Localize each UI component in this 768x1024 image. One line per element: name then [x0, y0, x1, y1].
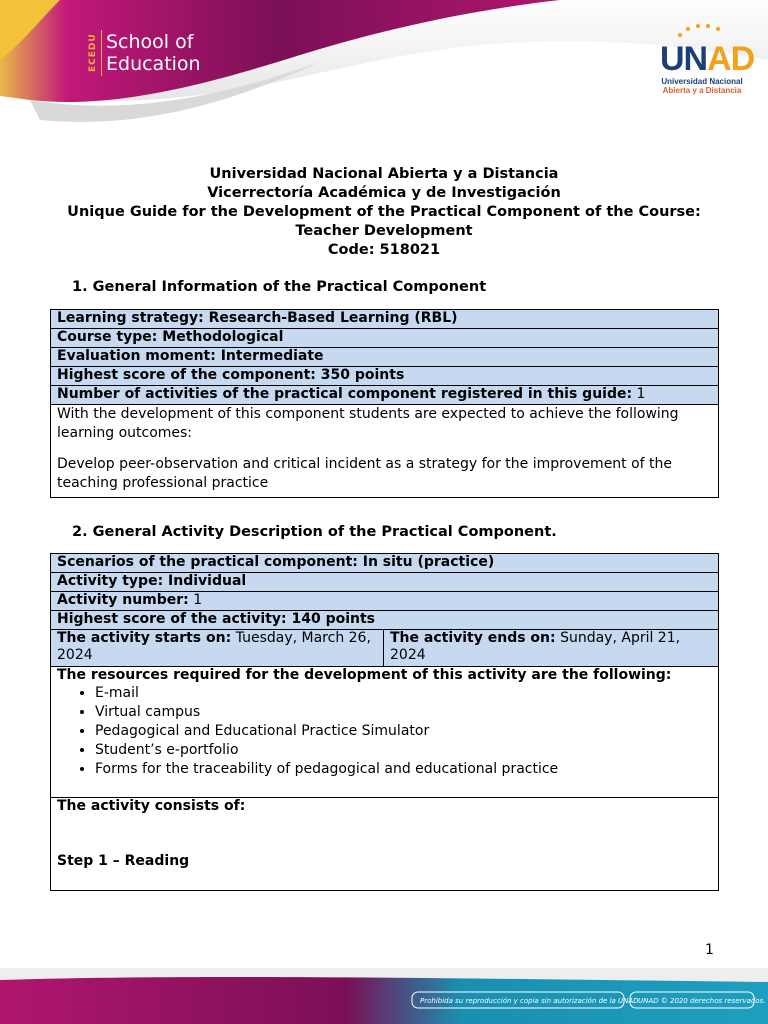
row-resources: [51, 667, 719, 798]
row-activity-type: Activity type: Individual: [51, 573, 719, 592]
step1-heading: Step 1 – Reading: [57, 853, 190, 869]
row-number-of-activities: Number of activities of the practical component registered in this guide: 1: [51, 386, 719, 405]
resources-list: [57, 684, 712, 779]
title-university: Universidad Nacional Abierta y a Distancia: [209, 166, 559, 182]
learning-outcome: Develop peer-observation and critical incident as a strategy for the improvement of the teaching professional practice: [57, 456, 673, 491]
unad-dots-arc-icon: [672, 23, 732, 37]
consists-heading: The activity consists of:: [57, 798, 246, 814]
title-course: Teacher Development: [295, 223, 473, 239]
title-code: Code: 518021: [327, 242, 441, 258]
title-guide: Unique Guide for the Development of the Practical Component of the Course:: [67, 204, 701, 220]
school-brand-line2: Education: [106, 53, 201, 75]
unad-name-line2: Abierta y a Distancia: [662, 86, 742, 95]
document-title-block: [0, 165, 768, 260]
unad-logo: [660, 22, 755, 95]
outcomes-intro: With the development of this component students are expected to achieve the following learning outcomes:: [57, 406, 679, 441]
row-highest-score-component: Highest score of the component: 350 points: [51, 367, 719, 386]
activity-description-table: [50, 553, 719, 891]
resource-item: • E-mail: [95, 684, 712, 703]
resources-heading: The resources required for the development of this activity are the following:: [57, 667, 672, 683]
row-activity-number: Activity number: 1: [51, 592, 719, 611]
section1-heading: 1. General Information of the Practical Component: [72, 279, 487, 295]
resource-item: • Virtual campus: [95, 703, 712, 722]
unad-wordmark: UNAD: [660, 40, 755, 78]
cell-activity-starts: The activity starts on: Tuesday, March 26, 2024: [51, 630, 384, 667]
page-number: 1: [705, 942, 714, 958]
row-scenarios: Scenarios of the practical component: In situ (practice): [51, 554, 719, 573]
footer-banner-art: [0, 968, 768, 1024]
row-evaluation-moment: Evaluation moment: Intermediate: [51, 348, 719, 367]
resource-item: • Forms for the traceability of pedagogical and educational practice: [95, 760, 712, 779]
school-brand-line1: School of: [106, 31, 194, 53]
ecedu-wordmark: ECEDU: [88, 30, 102, 76]
unad-name-line1: Universidad Nacional: [661, 77, 743, 86]
row-learning-strategy: Learning strategy: Research-Based Learning (RBL): [51, 310, 719, 329]
school-of-education-logo: [88, 30, 201, 76]
row-learning-outcomes: [51, 405, 719, 498]
footer-copyright: UNAD © 2020 derechos reservados.: [638, 997, 766, 1005]
row-activity-consists: [51, 798, 719, 891]
cell-activity-ends: The activity ends on: Sunday, April 21, 2024: [384, 630, 719, 667]
general-info-table: [50, 309, 719, 498]
resource-item: • Student’s e-portfolio: [95, 741, 712, 760]
row-course-type: Course type: Methodological: [51, 329, 719, 348]
resource-item: • Pedagogical and Educational Practice Simulator: [95, 722, 712, 741]
footer-copy-notice: Prohibida su reproducción y copia sin autorización de la UNAD.: [420, 997, 641, 1005]
row-highest-score-activity: Highest score of the activity: 140 points: [51, 611, 719, 630]
title-vicerrectoria: Vicerrectoría Académica y de Investigación: [207, 185, 561, 201]
section2-heading: 2. General Activity Description of the Practical Component.: [72, 524, 557, 540]
